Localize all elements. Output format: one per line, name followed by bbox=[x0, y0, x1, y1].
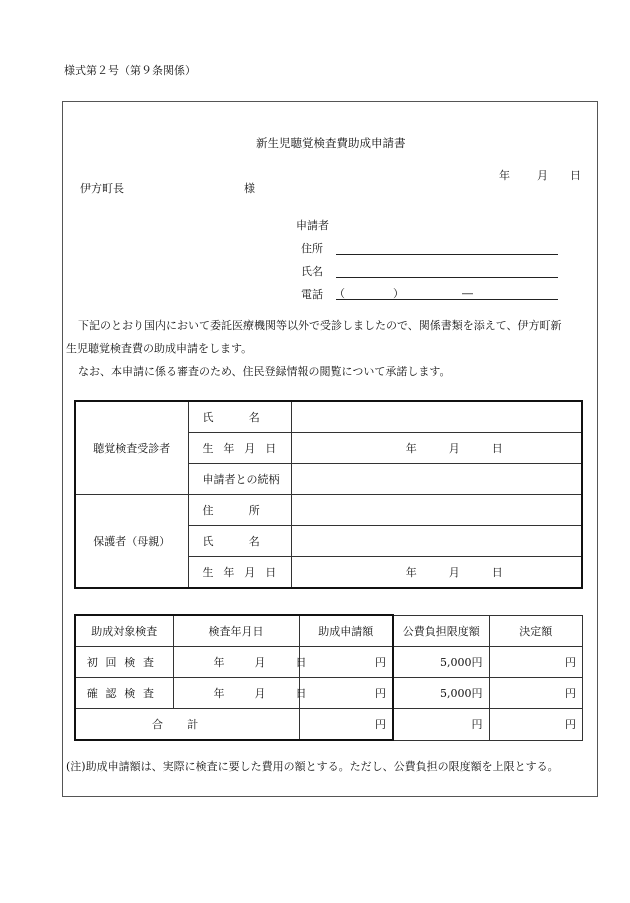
body-para2: なお、本申請に係る審査のため、住民登録情報の閲覧について承諾します。 bbox=[78, 365, 451, 378]
row-confirm-decided: 円 bbox=[489, 678, 583, 709]
phone-open-paren: （ bbox=[334, 287, 345, 300]
form-number: 様式第２号（第９条関係） bbox=[64, 64, 196, 77]
body-para1-line1: 下記のとおり国内において委託医療機関等以外で受診しましたので、関係書類を添えて、伊方町新 bbox=[78, 319, 562, 332]
row-confirm-request[interactable]: 円 bbox=[299, 678, 393, 709]
header-limit-amount: 公費負担限度額 bbox=[393, 615, 489, 647]
relation-input[interactable] bbox=[291, 464, 582, 495]
applicant-phone-label: 電話 bbox=[301, 288, 323, 301]
row-initial-limit: 5,000円 bbox=[393, 647, 489, 678]
row-confirm-day: 日 bbox=[295, 687, 307, 700]
patient-birth-day: 日 bbox=[491, 442, 503, 455]
patient-birth-label-text: 生年月日 bbox=[202, 442, 287, 455]
total-limit: 円 bbox=[393, 709, 489, 741]
patient-name-input[interactable] bbox=[291, 401, 582, 433]
patient-birth-month: 月 bbox=[448, 442, 460, 455]
table-row bbox=[75, 647, 583, 678]
relation-label: 申請者との続柄 bbox=[188, 464, 291, 495]
guardian-birth-label-text: 生年月日 bbox=[202, 566, 287, 579]
row-confirm-item bbox=[75, 678, 173, 709]
total-decided: 円 bbox=[489, 709, 583, 741]
applicant-name-label: 氏名 bbox=[301, 265, 323, 278]
patient-birth-input[interactable] bbox=[291, 433, 582, 464]
total-request: 円 bbox=[299, 709, 393, 741]
row-initial-month: 月 bbox=[254, 656, 266, 669]
table-row bbox=[75, 709, 583, 741]
guardian-birth-input[interactable] bbox=[291, 557, 582, 589]
header-decided-amount: 決定額 bbox=[489, 615, 583, 647]
month-label: 月 bbox=[537, 169, 548, 182]
total-label bbox=[75, 709, 299, 741]
patient-group-label: 聴覚検査受診者 bbox=[75, 401, 188, 495]
row-initial-decided: 円 bbox=[489, 647, 583, 678]
guardian-address-label bbox=[188, 495, 295, 526]
applicant-name-field[interactable] bbox=[336, 277, 558, 278]
addressee-name: 伊方町長 bbox=[80, 182, 124, 195]
header-exam-date: 検査年月日 bbox=[173, 615, 299, 647]
row-confirm-limit: 5,000円 bbox=[393, 678, 489, 709]
patient-birth-label bbox=[188, 433, 291, 464]
footnote: (注)助成申請額は、実際に検査に要した費用の額とする。ただし、公費負担の限度額を上限とする。 bbox=[66, 760, 559, 773]
row-initial-year: 年 bbox=[213, 656, 225, 669]
guardian-address-label-text: 住所 bbox=[202, 504, 295, 517]
guardian-birth-year: 年 bbox=[405, 566, 417, 579]
row-confirm-item-text: 確認検査 bbox=[86, 687, 162, 700]
row-confirm-date[interactable] bbox=[173, 678, 307, 709]
day-label: 日 bbox=[570, 169, 581, 182]
guardian-birth-label bbox=[188, 557, 291, 589]
guardian-address-input[interactable] bbox=[291, 495, 582, 526]
addressee-honorific: 様 bbox=[244, 182, 255, 195]
year-label: 年 bbox=[499, 169, 510, 182]
guardian-birth-month: 月 bbox=[448, 566, 460, 579]
form-title: 新生児聴覚検査費助成申請書 bbox=[256, 136, 406, 150]
guardian-birth-day: 日 bbox=[491, 566, 503, 579]
applicant-phone-field[interactable] bbox=[336, 299, 558, 300]
applicant-address-field[interactable] bbox=[336, 254, 558, 255]
row-initial-request[interactable]: 円 bbox=[299, 647, 393, 678]
row-initial-date[interactable] bbox=[173, 647, 307, 678]
patient-name-label bbox=[188, 401, 295, 433]
row-initial-day: 日 bbox=[295, 656, 307, 669]
table-row bbox=[75, 678, 583, 709]
guardian-group-label: 保護者（母親） bbox=[75, 495, 188, 589]
patient-name-label-text: 氏名 bbox=[202, 411, 295, 424]
guardian-name-label-text: 氏名 bbox=[202, 535, 295, 548]
header-exam-item: 助成対象検査 bbox=[75, 615, 173, 647]
patient-birth-year: 年 bbox=[405, 442, 417, 455]
row-confirm-year: 年 bbox=[213, 687, 225, 700]
patient-guardian-table bbox=[74, 400, 583, 589]
applicant-address-label: 住所 bbox=[301, 242, 323, 255]
total-label-text: 合計 bbox=[152, 718, 223, 731]
guardian-name-input[interactable] bbox=[291, 526, 582, 557]
row-initial-item bbox=[75, 647, 173, 678]
phone-dash: ― bbox=[462, 287, 473, 300]
row-initial-item-text: 初回検査 bbox=[86, 656, 162, 669]
applicant-heading: 申請者 bbox=[296, 219, 329, 232]
body-para1-line2: 生児聴覚検査費の助成申請をします。 bbox=[66, 342, 253, 355]
header-request-amount: 助成申請額 bbox=[299, 615, 393, 647]
row-confirm-month: 月 bbox=[254, 687, 266, 700]
phone-close-paren: ） bbox=[393, 287, 404, 300]
guardian-name-label bbox=[188, 526, 295, 557]
subsidy-table bbox=[74, 614, 583, 741]
